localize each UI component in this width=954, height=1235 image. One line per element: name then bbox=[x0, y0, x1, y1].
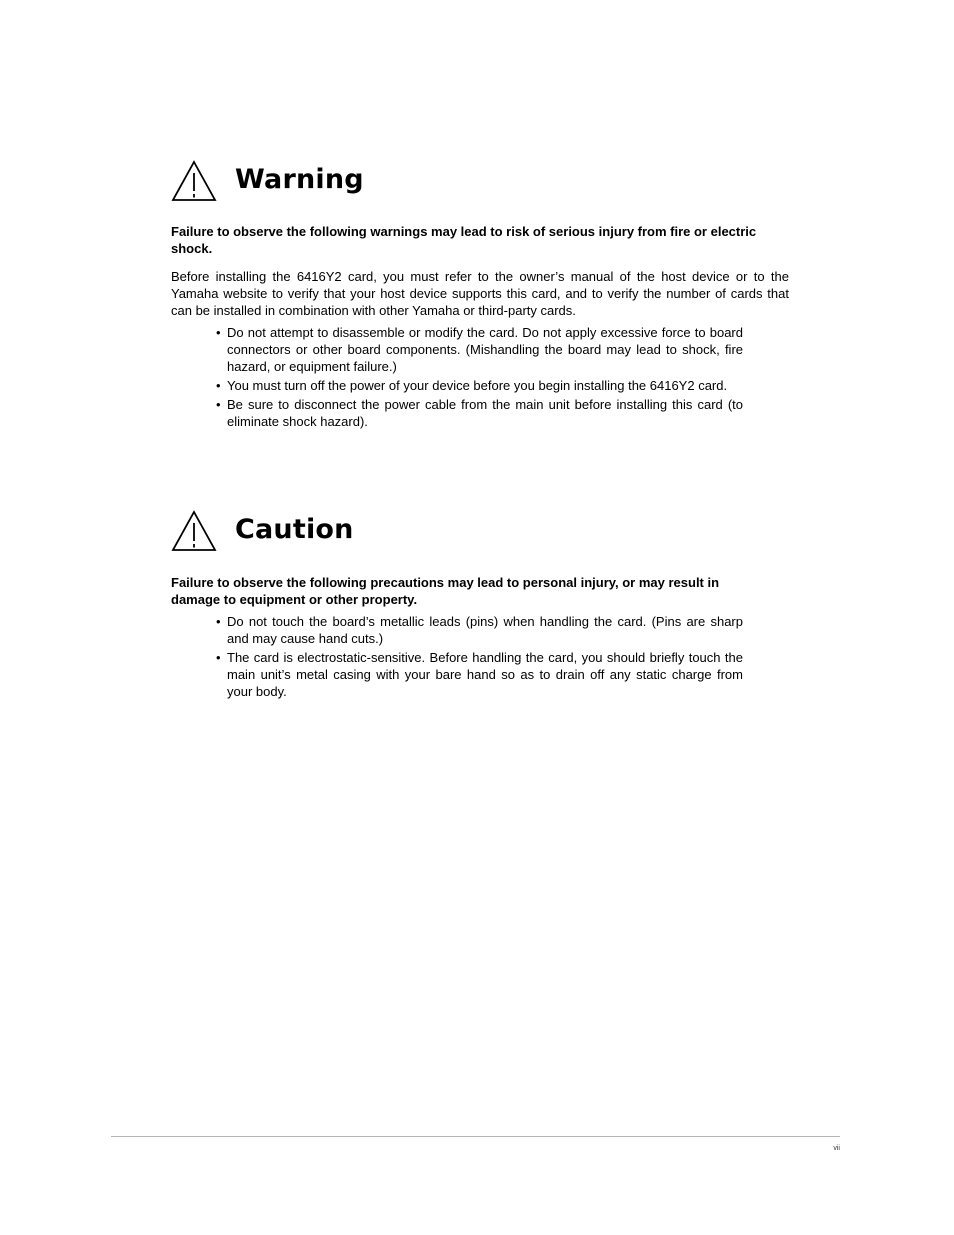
list-item-text: The card is electrostatic-sensitive. Before handling the card, you should briefly touch the main unit’s metal casing with your bare hand so as to drain off any static charge from your body. bbox=[227, 650, 743, 699]
caution-triangle-icon bbox=[171, 510, 217, 552]
list-item-text: Do not touch the board’s metallic leads (pins) when handling the card. (Pins are sharp and may cause hand cuts.) bbox=[227, 614, 743, 646]
warning-section bbox=[171, 160, 789, 432]
list-item-text: Do not attempt to disassemble or modify the card. Do not apply excessive force to board connectors or other board components. (Mishandling the board may lead to shock, fire hazard, or equipment failure.) bbox=[227, 325, 743, 374]
list-item-text: Be sure to disconnect the power cable from the main unit before installing this card (to eliminate shock hazard). bbox=[227, 397, 743, 429]
list-item bbox=[217, 613, 743, 647]
list-item bbox=[217, 324, 743, 375]
caution-lead: Failure to observe the following precautions may lead to personal injury, or may result in damage to equipment or other property. bbox=[171, 575, 720, 607]
warning-intro: Before installing the 6416Y2 card, you must refer to the owner’s manual of the host device or to the Yamaha website to verify that your host device supports this card, and to verify the number of cards that can be installed in combination with other Yamaha or third-party cards. bbox=[171, 269, 789, 318]
warning-lead: Failure to observe the following warnings may lead to risk of serious injury from fire or electric shock. bbox=[171, 224, 757, 256]
list-item-text: You must turn off the power of your device before you begin installing the 6416Y2 card. bbox=[227, 378, 728, 393]
list-item bbox=[217, 396, 743, 430]
caution-title: Caution bbox=[235, 514, 354, 545]
warning-bullet-list bbox=[217, 324, 743, 430]
list-item bbox=[217, 649, 743, 700]
caution-section bbox=[171, 510, 789, 702]
list-item bbox=[217, 377, 743, 394]
warning-heading-row bbox=[171, 160, 789, 204]
caution-heading-row bbox=[171, 510, 789, 554]
bullet-dot: • bbox=[216, 325, 221, 340]
footer-rule bbox=[111, 1136, 840, 1137]
warning-triangle-icon bbox=[171, 160, 217, 202]
bullet-dot: • bbox=[216, 397, 221, 412]
bullet-dot: • bbox=[216, 614, 221, 629]
bullet-dot: • bbox=[216, 650, 221, 665]
caution-bullet-list bbox=[217, 613, 743, 700]
page-number: vii bbox=[833, 1145, 840, 1152]
bullet-dot: • bbox=[216, 378, 221, 393]
warning-title: Warning bbox=[235, 164, 364, 195]
